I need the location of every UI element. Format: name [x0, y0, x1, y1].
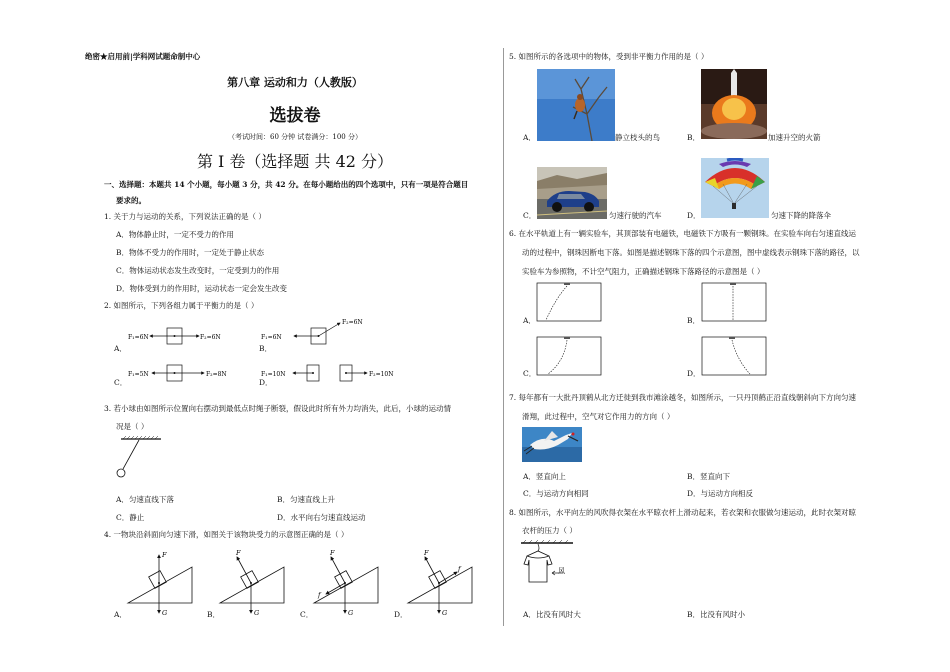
q2-c-f2: F₂=8N: [206, 371, 227, 378]
q1-stem: 1. 关于力与运动的关系，下列说法正确的是（ ）: [104, 212, 266, 221]
volume-title: 第 I 卷（选择题 共 42 分）: [196, 152, 394, 171]
q3-option-a: A．匀速直线下落: [116, 495, 174, 504]
q4-diagram-d: [408, 549, 472, 617]
q6-stem-line3: 实验车为参照物，不计空气阻力，正确描述钢珠下落路径的示意图是（ ）: [522, 267, 765, 276]
svg-text:G: G: [162, 609, 168, 617]
svg-text:F: F: [236, 549, 241, 557]
q3-option-b: B．匀速直线上升: [277, 495, 336, 504]
q5-option-c-label: C．: [523, 211, 537, 220]
q2-diagram-a: [128, 328, 221, 344]
svg-text:F: F: [162, 551, 167, 559]
q2-b-f1: F₁=6N: [261, 334, 282, 341]
q6-diagram-c: [537, 337, 601, 375]
secret-label: 绝密★启用前|学科网试题命制中心: [85, 52, 201, 61]
q5-image-parachute: [701, 158, 769, 218]
q2-a-f1: F₁=6N: [128, 334, 149, 341]
q3-stem-line1: 3. 若小球由如图所示位置向右摆动到最低点时绳子断裂，假设此时所有外力均消失，此后，小球的运动情: [104, 404, 452, 413]
q2-stem: 2. 如图所示，下列各组力属于平衡力的是（ ）: [104, 301, 259, 310]
q7-option-a: A．竖直向上: [523, 472, 566, 481]
q5-image-car: [537, 167, 607, 219]
q4-diagram-c: [314, 549, 378, 617]
q2-force-diagrams: [120, 316, 420, 392]
q3-stem-line2: 况是（ ）: [116, 422, 149, 431]
q5-image-bird: [537, 69, 615, 141]
q6-path-diagrams: [520, 280, 790, 380]
q8-stem-line2: 衣杆的压力（ ）: [522, 526, 577, 535]
q5-stem: 5. 如图所示的各选项中的物体，受到非平衡力作用的是（ ）: [509, 52, 709, 61]
q6-diagram-a: [537, 283, 601, 321]
q5-image-rocket: [701, 69, 767, 139]
q2-option-d-label: D．: [259, 378, 273, 387]
q8-option-b: B．比没有风时小: [687, 610, 746, 619]
q2-diagram-c: [128, 365, 227, 381]
q5-option-a-text: 静立枝头的鸟: [615, 133, 660, 142]
q1-option-a: A．物体静止时，一定不受力的作用: [116, 230, 234, 239]
q4-diagram-a: [128, 551, 192, 617]
q2-diagram-b: [261, 319, 363, 344]
q4-stem: 4. 一物块沿斜面向匀速下滑，如图关于该物块受力的示意图正确的是（ ）: [104, 530, 349, 539]
q2-diagram-d: [261, 365, 393, 381]
q5-option-b-label: B．: [687, 133, 701, 142]
svg-text:F: F: [424, 549, 429, 557]
q2-d-f1: F₁=10N: [261, 371, 286, 378]
q1-option-b: B．物体不受力的作用时，一定处于静止状态: [116, 248, 265, 257]
q1-option-c: C．物体运动状态发生改变时，一定受到力的作用: [116, 266, 280, 275]
svg-text:f: f: [318, 591, 321, 599]
q6-option-b: B．: [687, 316, 701, 325]
svg-text:G: G: [442, 609, 448, 617]
q6-diagram-b: [702, 283, 766, 321]
q6-stem-line2: 动的过程中，钢珠因断电下落。如图是描述钢珠下落的四个示意图，图中虚线表示钢珠下落的路径，以: [522, 248, 860, 257]
svg-text:G: G: [254, 609, 260, 617]
q8-option-a: A．比没有风时大: [523, 610, 581, 619]
q2-option-c-label: C．: [114, 378, 128, 387]
q7-option-d: D．与运动方向相反: [687, 489, 754, 498]
q4-option-a: A．: [114, 610, 127, 619]
q2-d-f2: F₂=10N: [369, 371, 394, 378]
q2-c-f1: F₁=5N: [128, 371, 149, 378]
svg-text:F: F: [330, 549, 335, 557]
q5-option-c-text: 匀速行驶的汽车: [609, 211, 662, 220]
q2-option-b-label: B．: [259, 344, 273, 353]
q5-option-d-label: D．: [687, 211, 701, 220]
q8-clothes-hanger-figure: [519, 538, 575, 588]
q8-stem-line1: 8. 如图所示，水平向左的风吹得衣架在水平晾衣杆上滑动起来，若衣架和衣服做匀速运动，此时衣架对晾: [509, 508, 857, 517]
section-instruction: 一、选择题：本题共 14 个小题，每小题 3 分，共 42 分。在每小题给出的四个选项中，只有一项是符合题目: [104, 180, 469, 189]
q1-option-d: D．物体受到力的作用时，运动状态一定会发生改变: [116, 284, 288, 293]
q2-option-a-label: A．: [114, 344, 127, 353]
section-instruction-cont: 要求的。: [116, 196, 146, 205]
q5-option-b-text: 加速升空的火箭: [768, 133, 821, 142]
q3-pendulum-figure: [113, 434, 165, 480]
q6-diagram-d: [702, 337, 766, 375]
q5-option-d-text: 匀速下降的降落伞: [771, 211, 831, 220]
q7-image-crane: [522, 427, 582, 462]
q6-option-d: D．: [687, 369, 701, 378]
q7-stem-line2: 滑翔，此过程中，空气对它作用力的方向（ ）: [522, 412, 675, 421]
q7-option-b: B．竖直向下: [687, 472, 731, 481]
q5-option-a-label: A．: [523, 133, 536, 142]
q8-wind-label: 风: [558, 567, 565, 575]
q7-option-c: C．与运动方向相同: [523, 489, 589, 498]
q4-incline-diagrams: [124, 545, 484, 623]
paper-title: 选拔卷: [269, 106, 321, 126]
q2-b-f2: F₂=6N: [342, 319, 363, 326]
svg-text:f: f: [458, 565, 461, 573]
q2-a-f2: F₂=6N: [200, 334, 221, 341]
q6-option-a: A．: [523, 316, 536, 325]
q3-option-c: C．静止: [116, 513, 145, 522]
q7-stem-line1: 7. 每年都有一大批丹顶鹤从北方迁徙到我市滩涂越冬，如图所示，一只丹顶鹤正沿直线朝斜向下方向匀速: [509, 393, 857, 402]
q4-diagram-b: [220, 549, 284, 617]
exam-meta: （考试时间：60 分钟 试卷满分：100 分）: [228, 133, 362, 141]
column-divider: [503, 48, 504, 626]
q6-stem-line1: 6. 在水平轨道上有一辆实验车，其顶部装有电磁铁，电磁铁下方吸有一颗钢珠。在实验车向右匀速直线运: [509, 229, 857, 238]
q3-option-d: D．水平向右匀速直线运动: [277, 513, 366, 522]
q4-option-c: C．: [300, 610, 314, 619]
q4-option-b: B．: [207, 610, 221, 619]
chapter-title: 第八章 运动和力（人教版）: [227, 76, 363, 89]
svg-text:G: G: [348, 609, 354, 617]
q4-option-d: D．: [394, 610, 408, 619]
q6-option-c: C．: [523, 369, 537, 378]
